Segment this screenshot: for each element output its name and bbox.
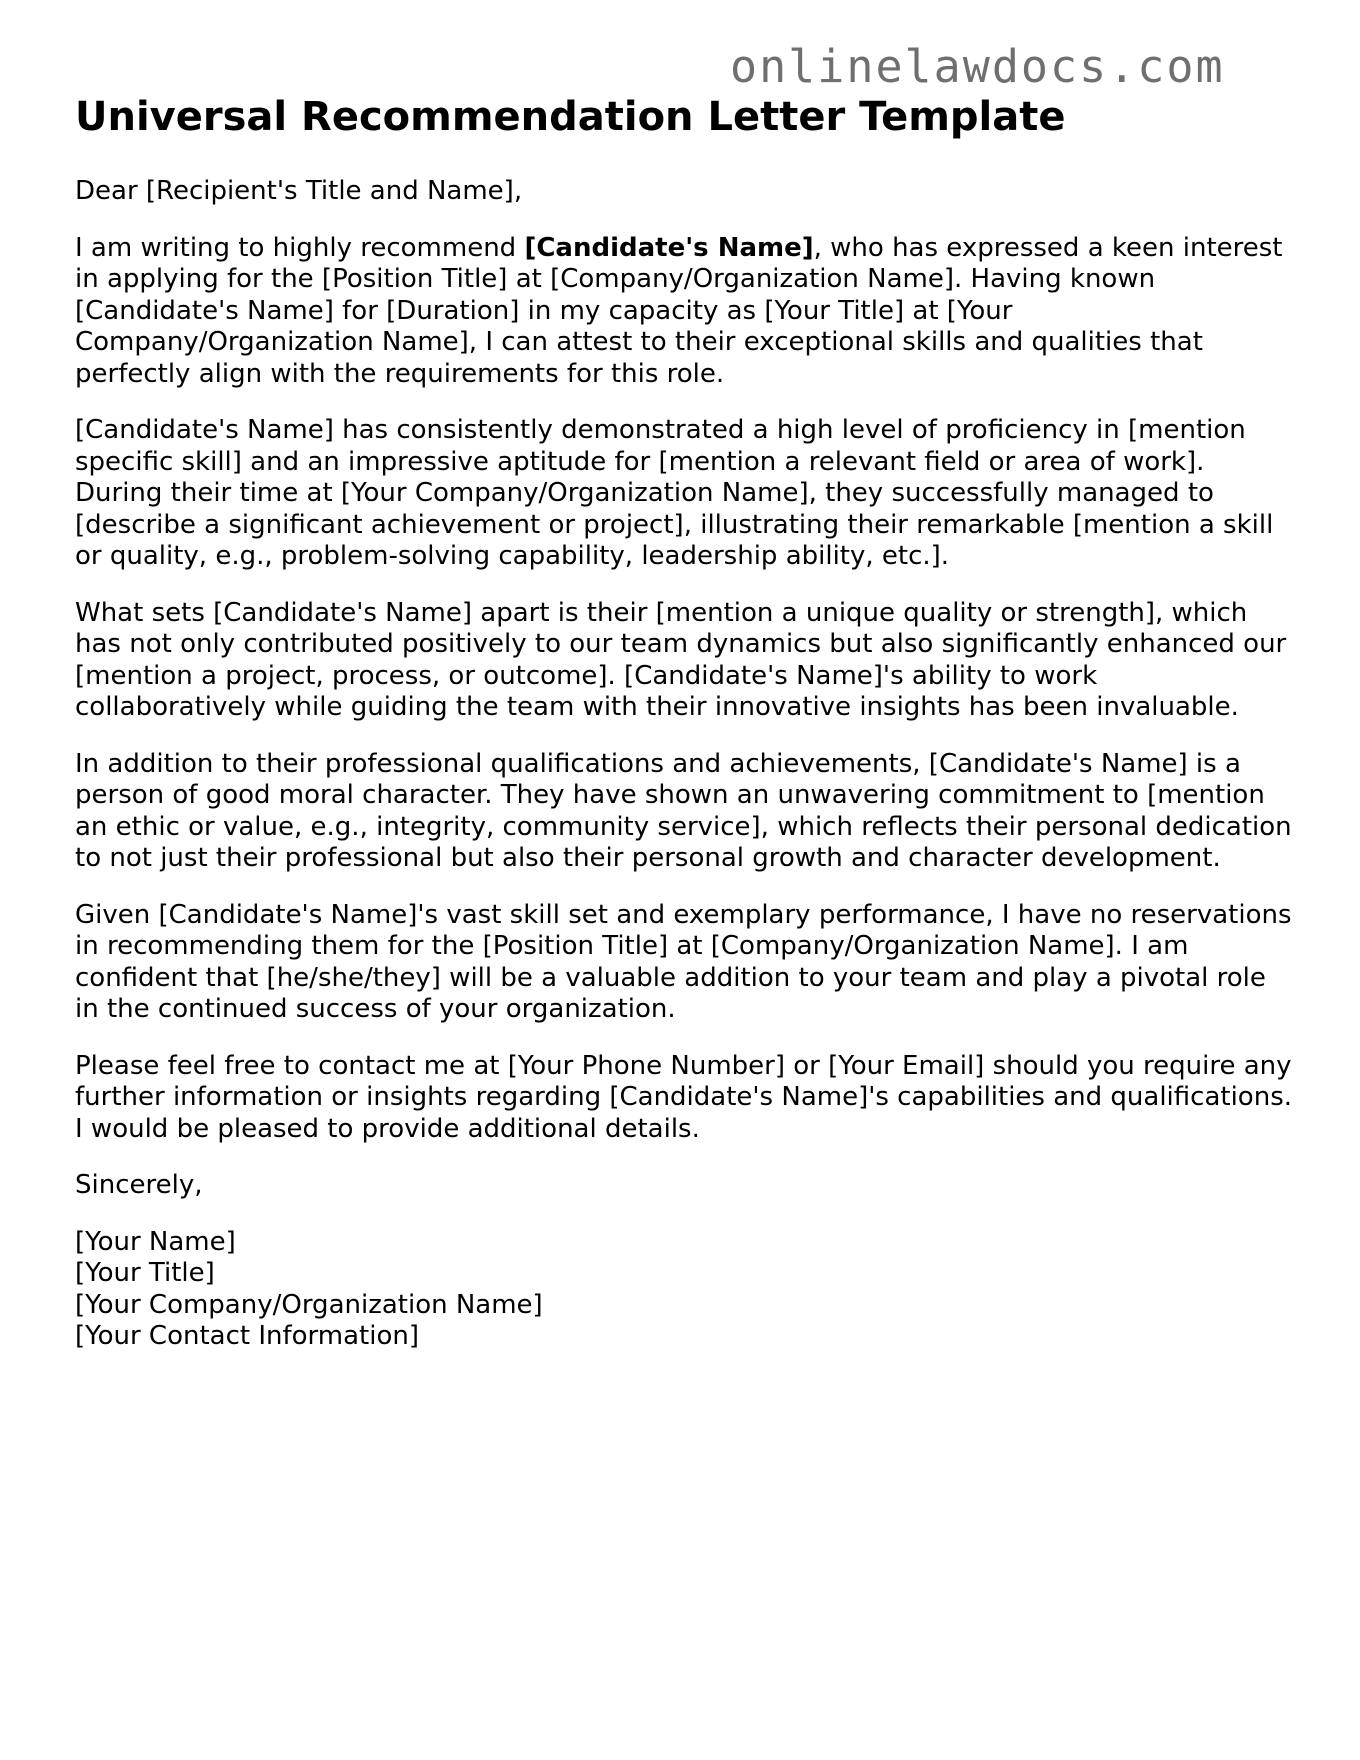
body-paragraph-character: In addition to their professional qualifications and achievements, [Candidate's Name] is a person of good moral character. They have shown an unwavering commitment to [mention an ethic or value, e.g., integrity, community service], which reflects their personal dedication to not just their professional but also their personal growth and character development. [75,748,1292,873]
body-paragraph-skills: [Candidate's Name] has consistently demonstrated a high level of proficiency in [mention specific skill] and an impressive aptitude for [mention a relevant field or area of work]. During their time at [Your Company/Organization Name], they successfully managed to [describe a significant achievement or project], illustrating their remarkable [mention a skill or quality, e.g., problem-solving capability, leadership ability, etc.]. [75,415,1274,571]
body-paragraph-recommendation: Given [Candidate's Name]'s vast skill set and exemplary performance, I have no reservations in recommending them for the [Position Title] at [Company/Organization Name]. I am confident that [he/she/they] will be a valuable addition to your team and play a pivotal role in the continued success of your organization. [75,899,1292,1024]
signature-name: [Your Name] [75,1226,236,1257]
candidate-name-bold: [Candidate's Name] [524,232,814,263]
intro-text-end: , who has expressed a keen interest in applying for the [Position Title] at [Company/Organization Name]. Having known [Candidate's Name] for [Duration] in my capacity as [Your Title] at [Your Company/Organization Name], I can attest to their exceptional skills and qualities that perfectly align with the requirements for this role. [75,232,1283,389]
site-watermark: onlinelawdocs.com [730,40,1225,93]
signature-title: [Your Title] [75,1258,215,1288]
body-paragraph-contact: Please feel free to contact me at [Your Phone Number] or [Your Email] should you require any further information or insights regarding [Candidate's Name]'s capabilities and qualifications. I would be pleased to provide additional details. [75,1050,1292,1144]
salutation: Dear [Recipient's Title and Name], [75,176,523,206]
intro-paragraph [75,233,1295,391]
closing: Sincerely, [75,1170,203,1200]
signature-block [75,1227,1295,1353]
document-title: Universal Recommendation Letter Template [75,94,1066,140]
letter-document [75,92,1295,1353]
body-paragraph-strengths: What sets [Candidate's Name] apart is their [mention a unique quality or strength], which has not only contributed positively to our team dynamics but also significantly enhanced our [mention a project, process, or outcome]. [Candidate's Name]'s ability to work collaboratively while guiding the team with their innovative insights has been invaluable. [75,597,1287,722]
signature-company: [Your Company/Organization Name] [75,1289,543,1320]
intro-text-start: I am writing to highly recommend [75,232,525,263]
signature-contact: [Your Contact Information] [75,1321,419,1351]
